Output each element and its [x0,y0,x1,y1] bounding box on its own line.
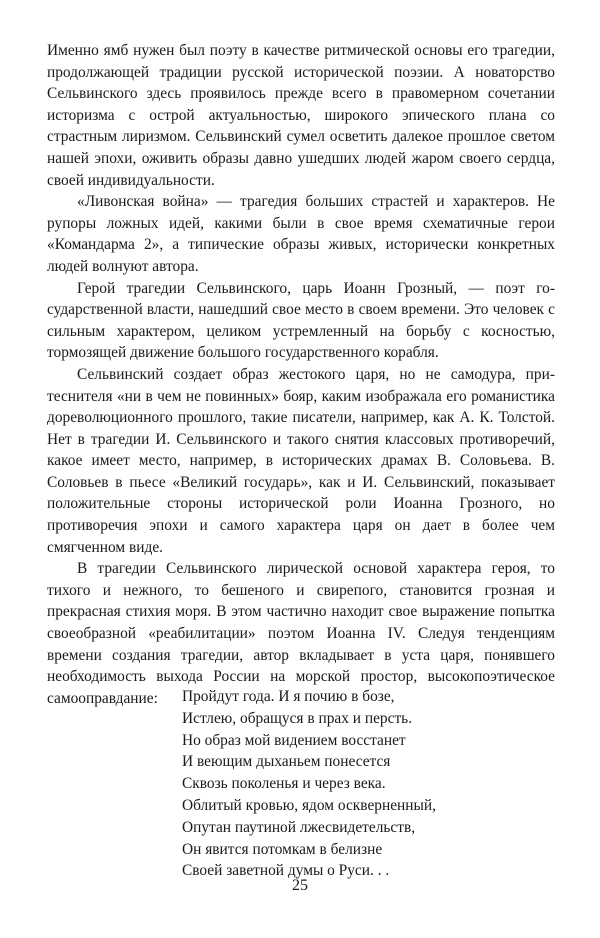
poem-line: Он явится потомкам в белизне [182,840,383,858]
poem-line: Пройдут года. И я почию в бозе, [182,688,395,705]
poem-line: Истлею, обращуся в прах и персть. [182,709,413,727]
paragraph-2: «Ливонская война» — трагедия больших страстей и характеров. Не рупоры ложных идей, какими были в свое время схематичные герои «Командарма 2», а типические образы живых, исторически конкретных людей волнуют автора. [47,193,555,275]
paragraph-1: Именно ямб нужен был поэту в качестве ритмической основы его трагедии, продолжающей традиции русской исторической поэзии. А новаторство Сельвинского здесь проявилось прежде всего в правомерном сочетании историзма с острой актуальностью, широкого эпического плана со страстным лиризмом. Сельвинский сумел осветить далекое прошлое светом нашей эпохи, оживить образы давно ушедших людей жаром своего сердца, своей индивидуальности. [47,42,555,189]
poem-line: И веющим дыханьем понесется [182,753,391,771]
body-text [47,40,555,709]
page-number: 25 [292,877,308,894]
poem-line: Опутан паутиной лжесвидетельств, [182,818,416,836]
poem-line: Но образ мой видением восстанет [182,731,406,749]
paragraph-5: В трагедии Сельвинского лирической основой характера героя, то тихого и нежного, то бешеного и свирепого, становится грозная и прекрасная стихия моря. В этом частично находит свое выражение попытка своеобразной «реабилитации» поэтом Иоанна IV. Следуя тенденциям времени создания трагедии, автор вкладывает в уста царя, понявшего необходимость выхода России на морской простор, высокопоэтическое самооправдание: [47,560,555,707]
poem-line: Облитый кровью, ядом оскверненный, [182,796,436,814]
poem-line: Своей заветной думы о Руси. . . [182,862,390,880]
paragraph-3: Герой трагедии Сельвинского, царь Иоанн Грозный, — поэт государственной власти, нашедший свое место в своем времени. Это человек с сильным характером, целиком устремленный на борьбу с косностью, тормозящей движение большого государственного корабля. [47,279,555,362]
paragraph-4: Сельвинский создает образ жестокого царя, но не самодура, притеснителя «ни в чем не повинных» бояр, каким изображала его романистика дореволюционного прошлого, такие писатели, например, как А. К. Толстой. Нет в трагедии И. Сельвинского и такого снятия классовых противоречий, какое имеет место, например, в исторических драмах В. Соловьева. В. Соловьев в пьесе «Великий государь», как и И. Сельвинский, показывает положительные стороны исторической роли Иоанна Грозного, но противоречия эпохи и самого характера царя он дает в более чем смягченном виде. [47,365,555,556]
poem-quote [182,686,436,882]
poem-line: Сквозь поколенья и через века. [182,775,386,793]
